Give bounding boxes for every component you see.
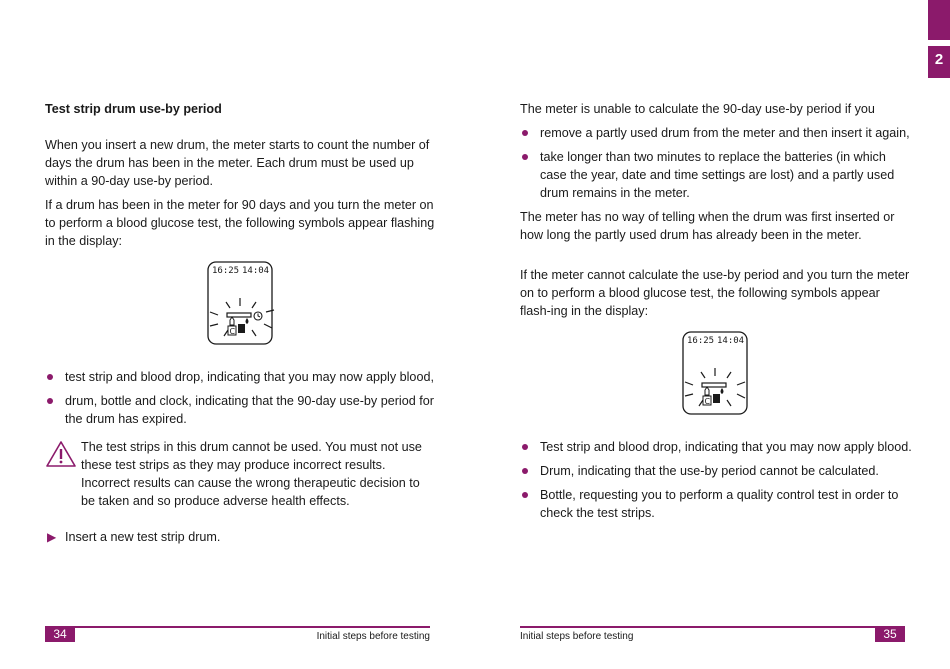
action-arrow-icon: ▶ [47, 530, 57, 544]
drum-icon [238, 324, 245, 333]
spacer [520, 250, 912, 266]
reagent-label: C [229, 327, 236, 336]
list-item: drum, bottle and clock, indicating that the 90-day use-by period for the drum has expired. [45, 392, 437, 428]
list-item: Drum, indicating that the use-by period cannot be calculated. [520, 462, 912, 480]
bullet-dot [47, 374, 53, 380]
blood-drop-icon [246, 318, 249, 324]
list-item: test strip and blood drop, indicating that you may now apply blood, [45, 368, 437, 386]
footer-section-title-left: Initial steps before testing [316, 631, 430, 642]
footer-right [520, 626, 905, 644]
display-time: 16:25 [212, 266, 240, 276]
test-strip-icon [227, 313, 251, 317]
list-item: remove a partly used drum from the meter and then insert it again, [520, 124, 912, 142]
bullet-dot [522, 468, 528, 474]
drum-icon [713, 394, 720, 403]
paragraph-no-way: The meter has no way of telling when the drum was first inserted or how long the partly used drum has already been in the meter. [520, 210, 895, 242]
action-step [45, 528, 437, 546]
chapter-tab [928, 0, 950, 78]
display-date: 14:04 [242, 266, 270, 276]
left-page [45, 100, 437, 546]
chapter-tab-notch [928, 40, 950, 46]
test-strip-icon [702, 383, 726, 387]
expired-symbol-list [45, 368, 437, 428]
unable-conditions-list [520, 124, 912, 202]
paragraph-unable-intro: The meter is unable to calculate the 90-day use-by period if you [520, 102, 875, 116]
warning-icon [45, 440, 77, 468]
paragraph-drum-count: When you insert a new drum, the meter starts to count the number of days the drum has been in the meter. Each drum must be used up within a 90-day use-by period. [45, 138, 430, 188]
page-number-right: 35 [875, 626, 905, 642]
paragraph-flashing-symbols: If a drum has been in the meter for 90 days and you turn the meter on to perform a blood glucose test, the following symbols appear flashing in the display: [45, 198, 435, 248]
bullet-dot [47, 398, 53, 404]
list-item: Bottle, requesting you to perform a quality control test in order to check the test strips. [520, 486, 912, 522]
warning-text: The test strips in this drum cannot be used. You must not use these test strips as they may produce incorrect results. Incorrect results can cause the wrong therapeutic decision to be taken and so produce adverse health effects. [81, 440, 422, 508]
bottle-icon [230, 317, 234, 325]
reagent-label: C [704, 397, 711, 406]
bullet-dot [522, 444, 528, 450]
bullet-dot [522, 130, 528, 136]
display-time: 16:25 [687, 336, 715, 346]
bullet-dot [522, 154, 528, 160]
action-text: Insert a new test strip drum. [65, 530, 221, 544]
blood-drop-icon [721, 388, 724, 394]
list-item: take longer than two minutes to replace the batteries (in which case the year, date and time settings are lost) and a partly used drum remains in the meter. [520, 148, 912, 202]
unknown-symbol-list [520, 438, 912, 522]
bullet-dot [522, 492, 528, 498]
right-page [520, 100, 912, 528]
list-item: Test strip and blood drop, indicating that you may now apply blood. [520, 438, 912, 456]
meter-display-unknown [681, 330, 751, 420]
footer-left [45, 626, 430, 644]
chapter-number: 2 [934, 51, 944, 68]
display-date: 14:04 [717, 336, 745, 346]
warning-note [45, 438, 437, 510]
footer-section-title-right: Initial steps before testing [520, 631, 634, 642]
section-heading: Test strip drum use-by period [45, 102, 222, 116]
bottle-icon [705, 387, 709, 395]
page-number-left: 34 [45, 626, 75, 642]
paragraph-flashing-symbols-2: If the meter cannot calculate the use-by period and you turn the meter on to perform a blood glucose test, the following symbols appear flash-ing in the display: [520, 268, 910, 318]
meter-display-expired [206, 260, 276, 350]
